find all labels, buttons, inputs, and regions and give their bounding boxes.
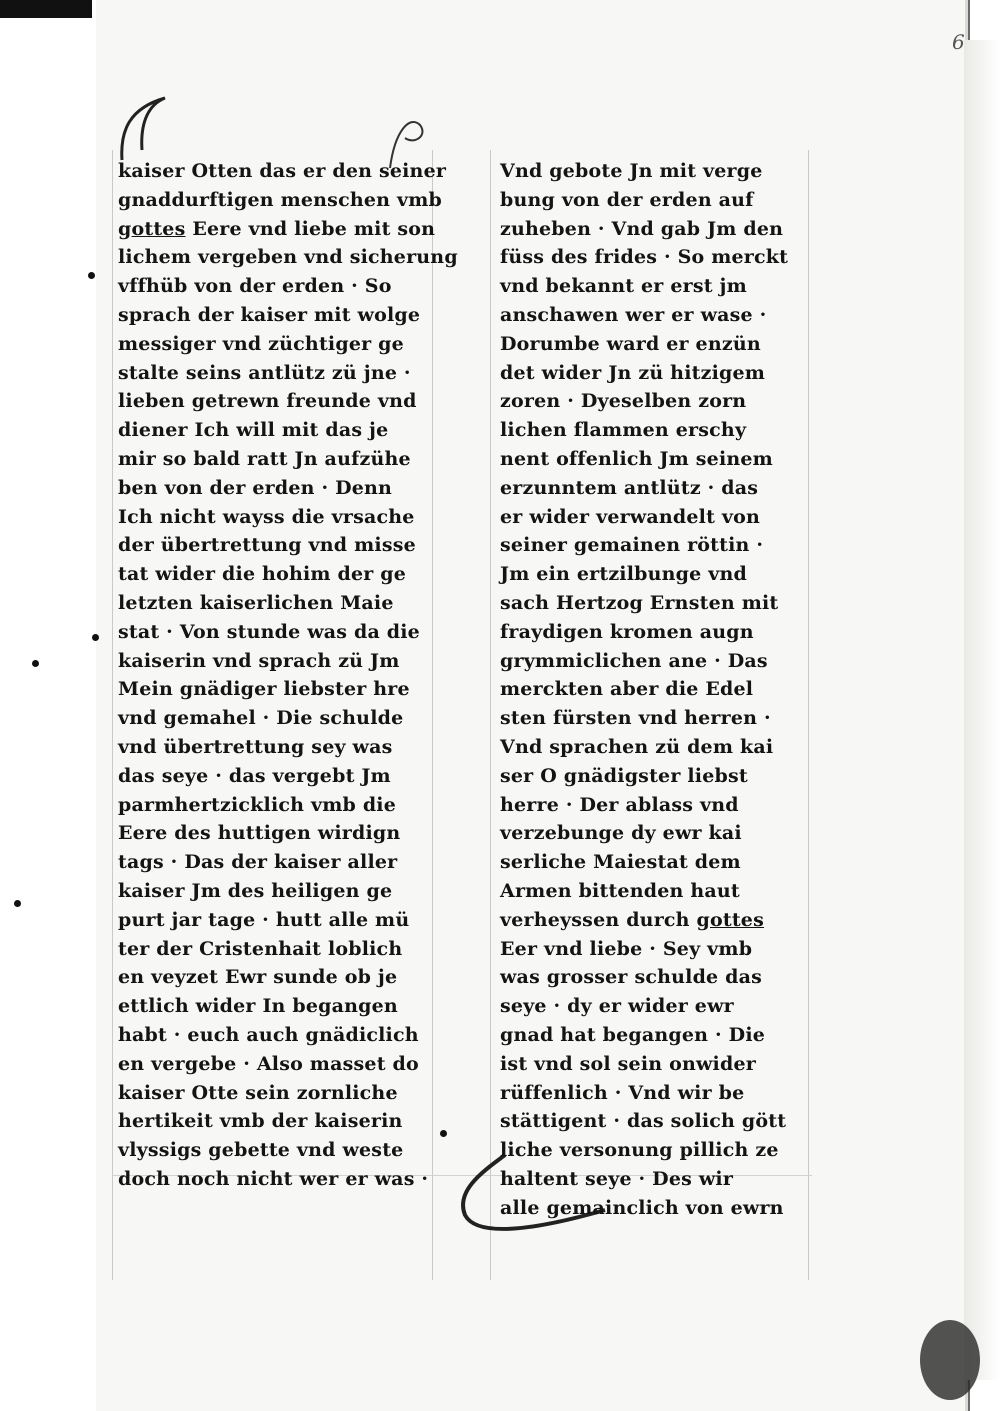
margin-mark (14, 900, 21, 907)
text-line: lichen flammen erschy (500, 419, 747, 442)
text-line: rüffenlich · Vnd wir be (500, 1081, 745, 1104)
text-line: Jm ein ertzilbunge vnd (500, 563, 747, 586)
underlined-word: gottes (696, 908, 764, 931)
scan-margin (0, 0, 96, 1411)
text-line: vnd bekannt er erst jm (500, 275, 747, 298)
text-line: das seye · das vergebt Jm (118, 764, 391, 787)
text-line: ben von der erden · Denn (118, 476, 393, 499)
text-line (118, 215, 438, 244)
text-line: Armen bittenden haut (500, 879, 740, 902)
text-line: mir so bald ratt Jn aufzühe (118, 447, 411, 470)
text-line: en vergebe · Also masset do (118, 1052, 419, 1075)
text-line: Eer vnd liebe · Sey vmb (500, 937, 753, 960)
text-line: Vnd gebote Jn mit verge (500, 160, 763, 182)
scan-edge-bar (0, 0, 92, 18)
margin-mark (440, 1130, 447, 1137)
text-line: stalte seins antlütz zü jne · (118, 361, 411, 384)
text-line: Mein gnädiger liebster hre (118, 678, 410, 701)
text-line: liche versonung pillich ze (500, 1139, 779, 1162)
text-line: seye · dy er wider ewr (500, 995, 734, 1018)
text-line: verzebunge dy ewr kai (500, 822, 742, 845)
text-line: tat wider die hohim der ge (118, 563, 407, 586)
ruling-line (808, 150, 809, 1280)
right-text-column (500, 157, 800, 1222)
text-line: kaiserin vnd sprach zü Jm (118, 649, 400, 672)
text-line: alle gemainclich von ewrn (500, 1196, 784, 1219)
text-line: ser O gnädigster liebst (500, 764, 748, 787)
ruling-line (112, 150, 113, 1280)
text-line: gnad hat begangen · Die (500, 1023, 766, 1046)
text-line: haltent seye · Des wir (500, 1167, 734, 1190)
text-line: füss des frides · So merckt (500, 246, 789, 269)
text-line: stättigent · das solich gött (500, 1110, 787, 1133)
text-line: lieben getrewn freunde vnd (118, 390, 417, 413)
text-line: anschawen wer er wase · (500, 303, 767, 326)
text-line: serliche Maiestat dem (500, 851, 741, 874)
ruling-line (490, 150, 491, 1280)
text-line: stat · Von stunde was da die (118, 620, 420, 643)
text-line: was grosser schulde das (500, 966, 763, 989)
text-line: er wider verwandelt von (500, 505, 761, 528)
text-line: kaiser Otten das er den seiner (118, 160, 447, 182)
text-line: vlyssigs gebette vnd weste (118, 1139, 404, 1162)
text-line: grymmiclichen ane · Das (500, 649, 768, 672)
text-line: tags · Das der kaiser aller (118, 851, 398, 874)
text-line: sprach der kaiser mit wolge (118, 303, 421, 326)
left-text-column (118, 157, 458, 1194)
text-line: zoren · Dyeselben zorn (500, 390, 747, 413)
text-line: seiner gemainen röttin · (500, 534, 764, 557)
text-line: parmhertzicklich vmb die (118, 793, 397, 816)
margin-mark (88, 272, 95, 279)
text-line: Eere des huttigen wirdign (118, 822, 401, 845)
text-line: letzten kaiserlichen Maie (118, 591, 394, 614)
text-line: sten fürsten vnd herren · (500, 707, 771, 730)
text-line: det wider Jn zü hitzigem (500, 361, 766, 384)
text-line: erzunntem antlütz · das (500, 476, 759, 499)
folio-number: 6 (952, 30, 965, 54)
page-stain (920, 1320, 980, 1400)
margin-mark (32, 660, 39, 667)
text-line: merckten aber die Edel (500, 678, 754, 701)
text-line: gnaddurftigen menschen vmb (118, 188, 443, 211)
text-line: ist vnd sol sein onwider (500, 1052, 756, 1075)
text-line: doch noch nicht wer er was · (118, 1167, 429, 1190)
text-line (500, 906, 800, 935)
text-line: Vnd sprachen zü dem kai (500, 735, 774, 758)
text-line: fraydigen kromen augn (500, 620, 754, 643)
text-line: lichem vergeben vnd sicherung (118, 246, 458, 269)
text-line: kaiser Jm des heiligen ge (118, 879, 393, 902)
text-line: en veyzet Ewr sunde ob je (118, 966, 398, 989)
text-line: vffhüb von der erden · So (118, 275, 392, 298)
text-fragment: verheyssen durch (500, 908, 697, 931)
text-line: zuheben · Vnd gab Jm den (500, 217, 784, 240)
page-edge (964, 40, 1000, 1380)
text-line: habt · euch auch gnädiclich (118, 1023, 419, 1046)
text-line: diener Ich will mit das je (118, 419, 389, 442)
text-line: kaiser Otte sein zornliche (118, 1081, 398, 1104)
text-line: Dorumbe ward er enzün (500, 332, 761, 355)
text-line: bung von der erden auf (500, 188, 754, 211)
text-line: hertikeit vmb der kaiserin (118, 1110, 403, 1133)
margin-mark (92, 634, 99, 641)
text-line: vnd gemahel · Die schulde (118, 707, 404, 730)
text-line: sach Hertzog Ernsten mit (500, 591, 779, 614)
text-line: ettlich wider In begangen (118, 995, 398, 1018)
text-fragment: Eere vnd liebe mit son (185, 217, 436, 240)
text-line: herre · Der ablass vnd (500, 793, 739, 816)
text-line: ter der Cristenhait loblich (118, 937, 403, 960)
text-line: der übertrettung vnd misse (118, 534, 416, 557)
text-line: Ich nicht wayss die vrsache (118, 505, 415, 528)
text-line: vnd übertrettung sey was (118, 735, 393, 758)
text-line: purt jar tage · hutt alle mü (118, 908, 410, 931)
text-line: messiger vnd züchtiger ge (118, 332, 404, 355)
underlined-word: gottes (118, 217, 186, 240)
text-line: nent offenlich Jm seinem (500, 447, 773, 470)
